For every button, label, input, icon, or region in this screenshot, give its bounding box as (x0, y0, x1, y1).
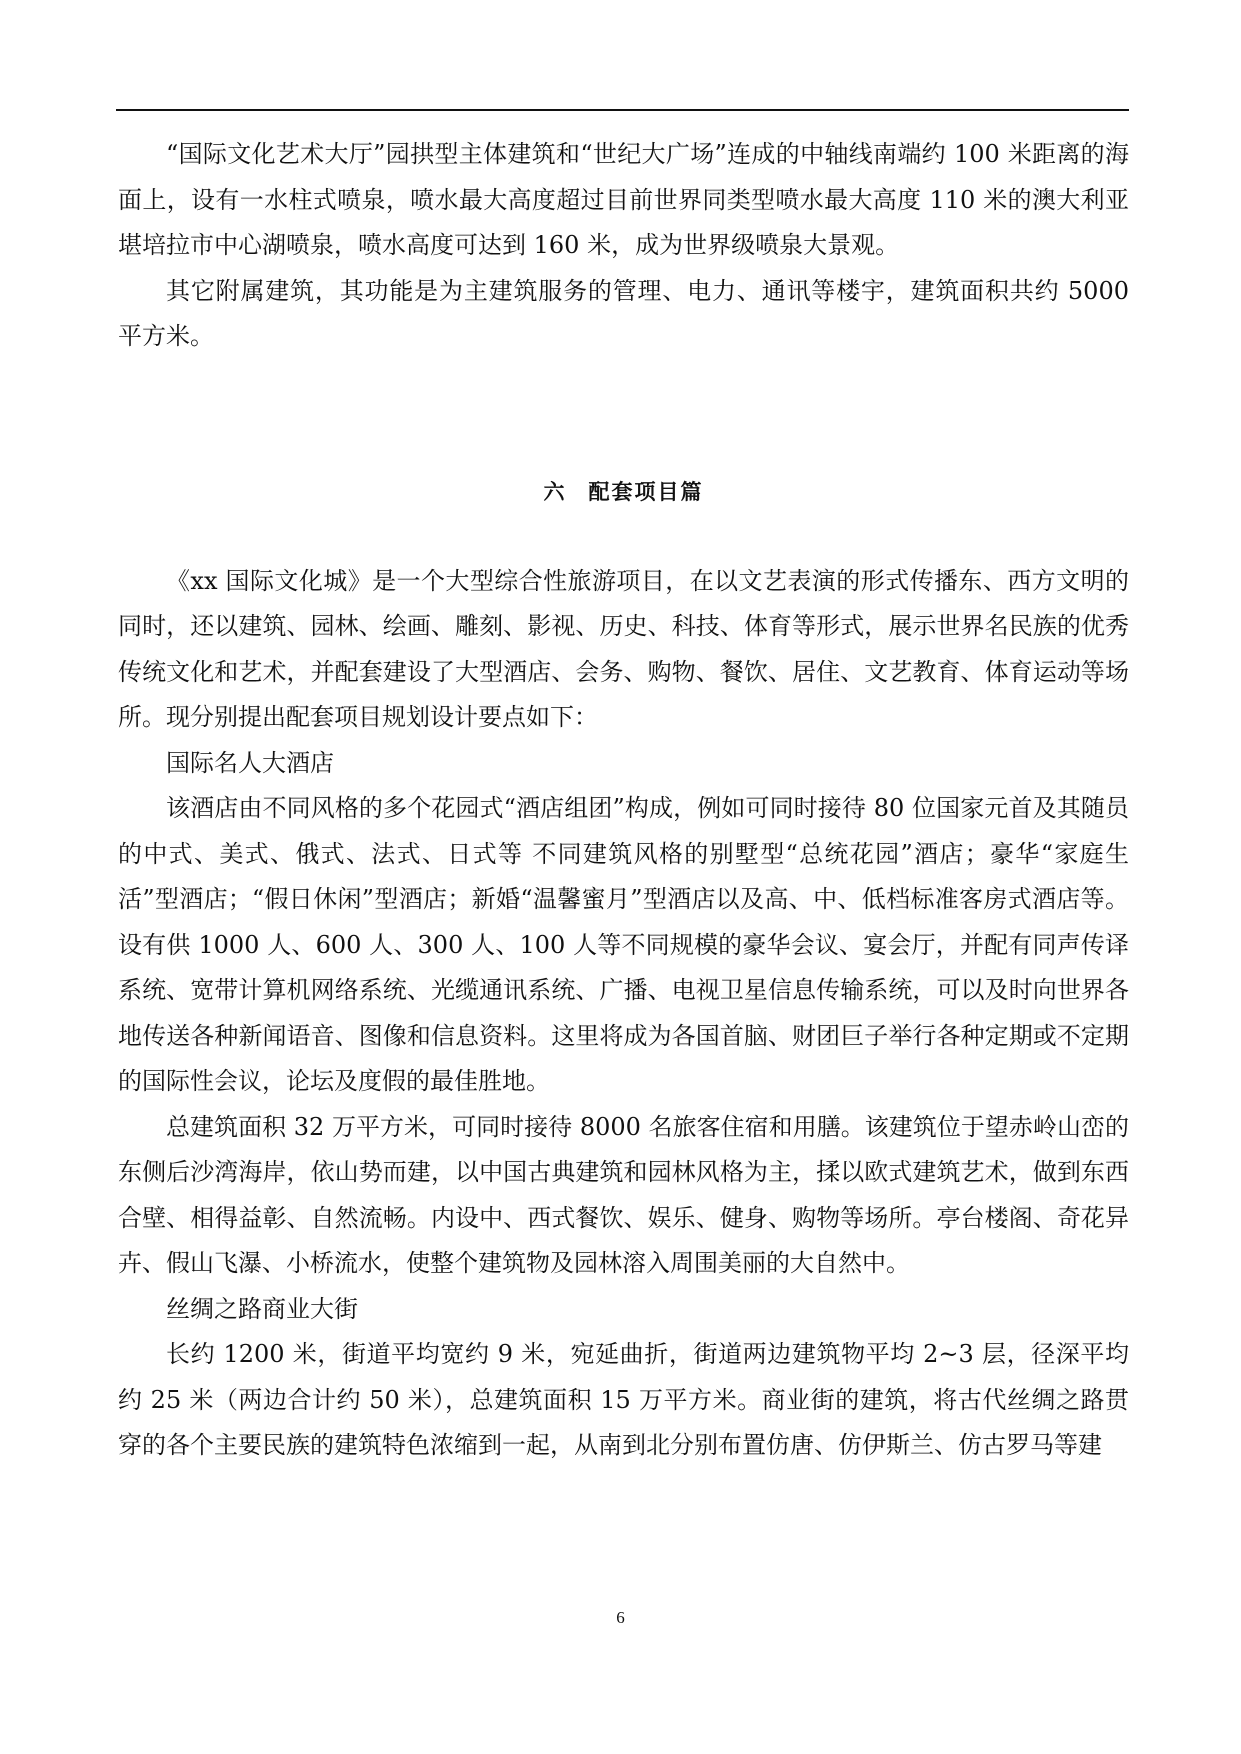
section-title (118, 477, 1129, 507)
section-number: 六 (543, 479, 567, 504)
section-title-text: 配套项目篇 (588, 479, 704, 504)
document-body (118, 132, 1129, 1469)
subheading-hotel: 国际名人大酒店 (166, 748, 334, 777)
paragraph-hotel-2: 总建筑面积 32 万平方米，可同时接待 8000 名旅客住宿和用膳。该建筑位于望赤岭山峦的东侧后沙湾海岸，依山势而建，以中国古典建筑和园林风格为主，揉以欧式建筑艺术，做到东西合壁、相得益彰、自然流畅。内设中、西式餐饮、娱乐、健身、购物等场所。亭台楼阁、奇花异卉、假山飞瀑、小桥流水，使整个建筑物及园林溶入周围美丽的大自然中。 (118, 1112, 1129, 1277)
paragraph-auxiliary-buildings: 其它附属建筑，其功能是为主建筑服务的管理、电力、通讯等楼宇，建筑面积共约 5000 平方米。 (118, 276, 1129, 350)
page-number: 6 (616, 1608, 625, 1627)
spacer (118, 360, 1129, 477)
paragraph-intro: 《xx 国际文化城》是一个大型综合性旅游项目，在以文艺表演的形式传播东、西方文明的同时，还以建筑、园林、绘画、雕刻、影视、历史、科技、体育等形式，展示世界名民族的优秀传统文化和艺术，并配套建设了大型酒店、会务、购物、餐饮、居住、文艺教育、体育运动等场所。现分别提出配套项目规划设计要点如下： (118, 566, 1129, 731)
paragraph-fountain: “国际文化艺术大厅”园拱型主体建筑和“世纪大广场”连成的中轴线南端约 100 米距离的海面上，设有一水柱式喷泉，喷水最大高度超过目前世界同类型喷水最大高度 110 米的澳大利亚堪培拉市中心湖喷泉，喷水高度可达到 160 米，成为世界级喷泉大景观。 (118, 140, 1129, 259)
paragraph-street-1: 长约 1200 米，街道平均宽约 9 米，宛延曲折，街道两边建筑物平均 2~3 层，径深平均约 25 米（两边合计约 50 米），总建筑面积 15 万平方米。商业街的建筑，将古代丝绸之路贯穿的各个主要民族的建筑特色浓缩到一起，从南到北分别布置仿唐、仿伊斯兰、仿古罗马等建 (118, 1340, 1129, 1459)
spacer (118, 507, 1129, 559)
subheading-street: 丝绸之路商业大街 (166, 1294, 358, 1323)
header-rule (116, 109, 1129, 111)
paragraph-hotel-1: 该酒店由不同风格的多个花园式“酒店组团”构成，例如可同时接待 80 位国家元首及其随员的中式、美式、俄式、法式、日式等 不同建筑风格的别墅型“总统花园”酒店；豪华“家庭生活”型酒店；“假日休闲”型酒店；新婚“温馨蜜月”型酒店以及高、中、低档标准客房式酒店等。设有供 1000 人、600 人、300 人、100 人等不同规模的豪华会议、宴会厅，并配有同声传译系统、宽带计算机网络系统、光缆通讯系统、广播、电视卫星信息传输系统，可以及时向世界各地传送各种新闻语音、图像和信息资料。这里将成为各国首脑、财团巨子举行各种定期或不定期的国际性会议，论坛及度假的最佳胜地。 (118, 794, 1129, 1095)
